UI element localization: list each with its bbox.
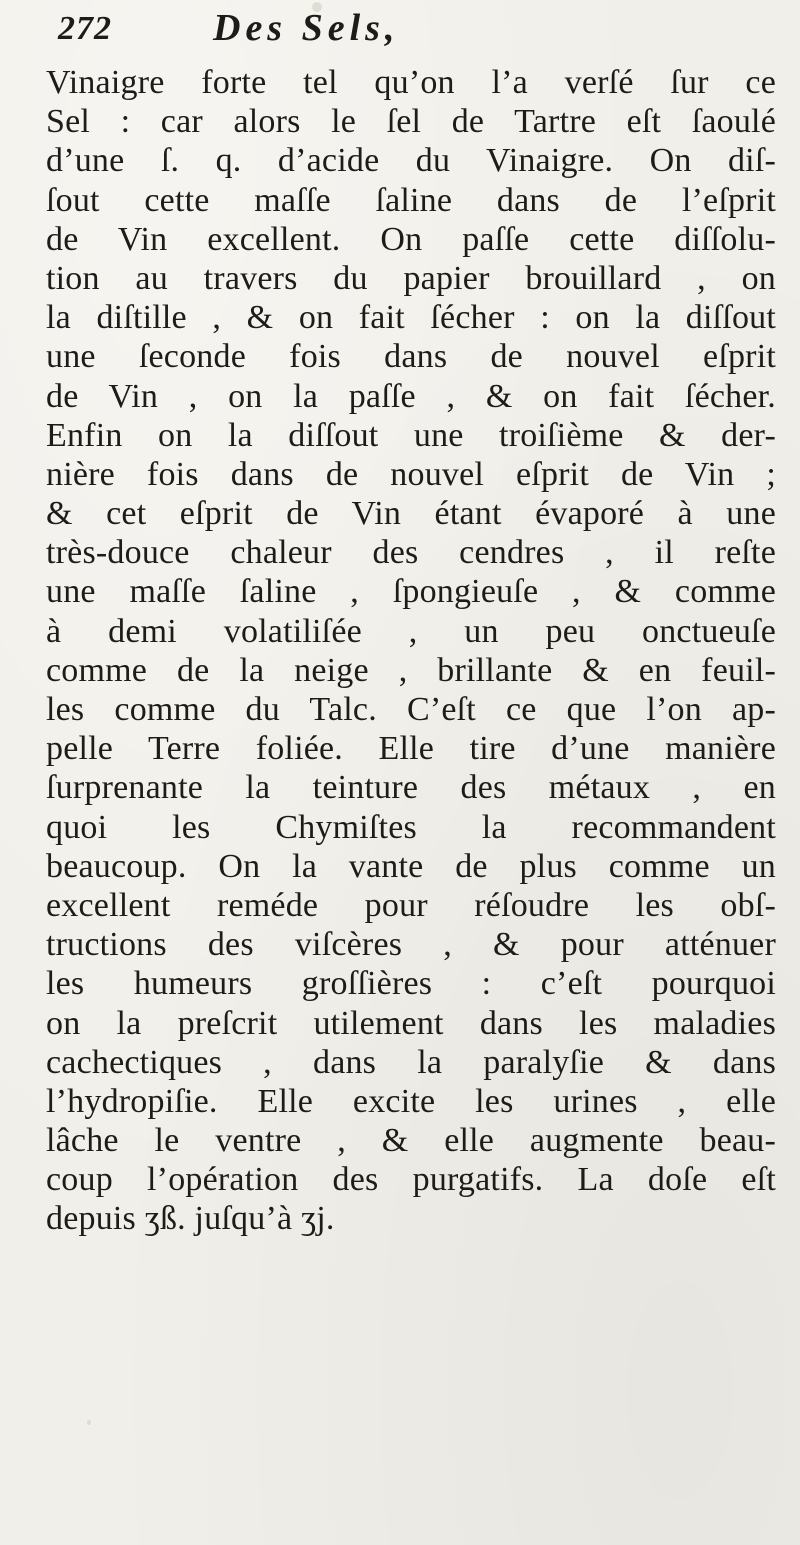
- text-line: de Vin , on la paſſe , & on fait ſécher.: [46, 377, 776, 415]
- text-line: tructions des viſcères , & pour atténuer: [46, 926, 776, 964]
- text-line: les comme du Talc. C’eſt ce que l’on ap-: [46, 691, 776, 728]
- running-header: [58, 2, 758, 56]
- text-line: nière fois dans de nouvel eſprit de Vin ;: [46, 455, 776, 493]
- text-line: ſurprenante la teinture des métaux , en: [46, 769, 776, 807]
- text-line: pelle Terre foliée. Elle tire d’une manière: [46, 730, 776, 768]
- text-line: beaucoup. On la vante de plus comme un: [46, 847, 776, 885]
- text-line: on la preſcrit utilement dans les maladies: [46, 1004, 776, 1042]
- text-line: une ſeconde fois dans de nouvel eſprit: [46, 338, 776, 376]
- text-line: l’hydropiſie. Elle excite les urines , elle: [46, 1082, 776, 1120]
- text-line: les humeurs groſſières : c’eſt pourquoi: [46, 965, 776, 1003]
- text-line: Sel : car alors le ſel de Tartre eſt ſaoulé: [46, 103, 776, 141]
- text-line: à demi volatiliſée , un peu onctueuſe: [46, 612, 776, 650]
- text-line: comme de la neige , brillante & en feuil-: [46, 651, 776, 689]
- text-line: tion au travers du papier brouillard , on: [46, 259, 776, 297]
- text-line: depuis ʒß. juſqu’à ʒj.: [46, 1200, 335, 1238]
- text-line: la diſtille , & on fait ſécher : on la diſſout: [46, 299, 776, 337]
- text-line: & cet eſprit de Vin étant évaporé à une: [46, 495, 776, 533]
- running-title: Des Sels,: [213, 7, 400, 49]
- text-line: cachectiques , dans la paralyſie & dans: [46, 1043, 776, 1081]
- text-line: très-douce chaleur des cendres , il reſte: [46, 534, 776, 572]
- text-line: excellent reméde pour réſoudre les obſ-: [46, 886, 776, 924]
- page-number: 272: [58, 10, 112, 47]
- text-line: de Vin excellent. On paſſe cette diſſolu-: [46, 220, 776, 258]
- text-line: une maſſe ſaline , ſpongieuſe , & comme: [46, 573, 776, 611]
- text-line: Vinaigre forte tel qu’on l’a verſé ſur ce: [46, 64, 776, 101]
- text-line: lâche le ventre , & elle augmente beau-: [46, 1122, 776, 1160]
- text-line: quoi les Chymiſtes la recommandent: [46, 808, 776, 846]
- body-text: [46, 63, 776, 1239]
- ink-spot: [87, 1420, 91, 1425]
- text-line: ſout cette maſſe ſaline dans de l’eſprit: [46, 181, 776, 219]
- text-line: coup l’opération des purgatifs. La doſe eſt: [46, 1161, 776, 1199]
- text-line: d’une ſ. q. d’acide du Vinaigre. On diſ-: [46, 142, 776, 180]
- text-line: Enfin on la diſſout une troiſième & der-: [46, 416, 776, 454]
